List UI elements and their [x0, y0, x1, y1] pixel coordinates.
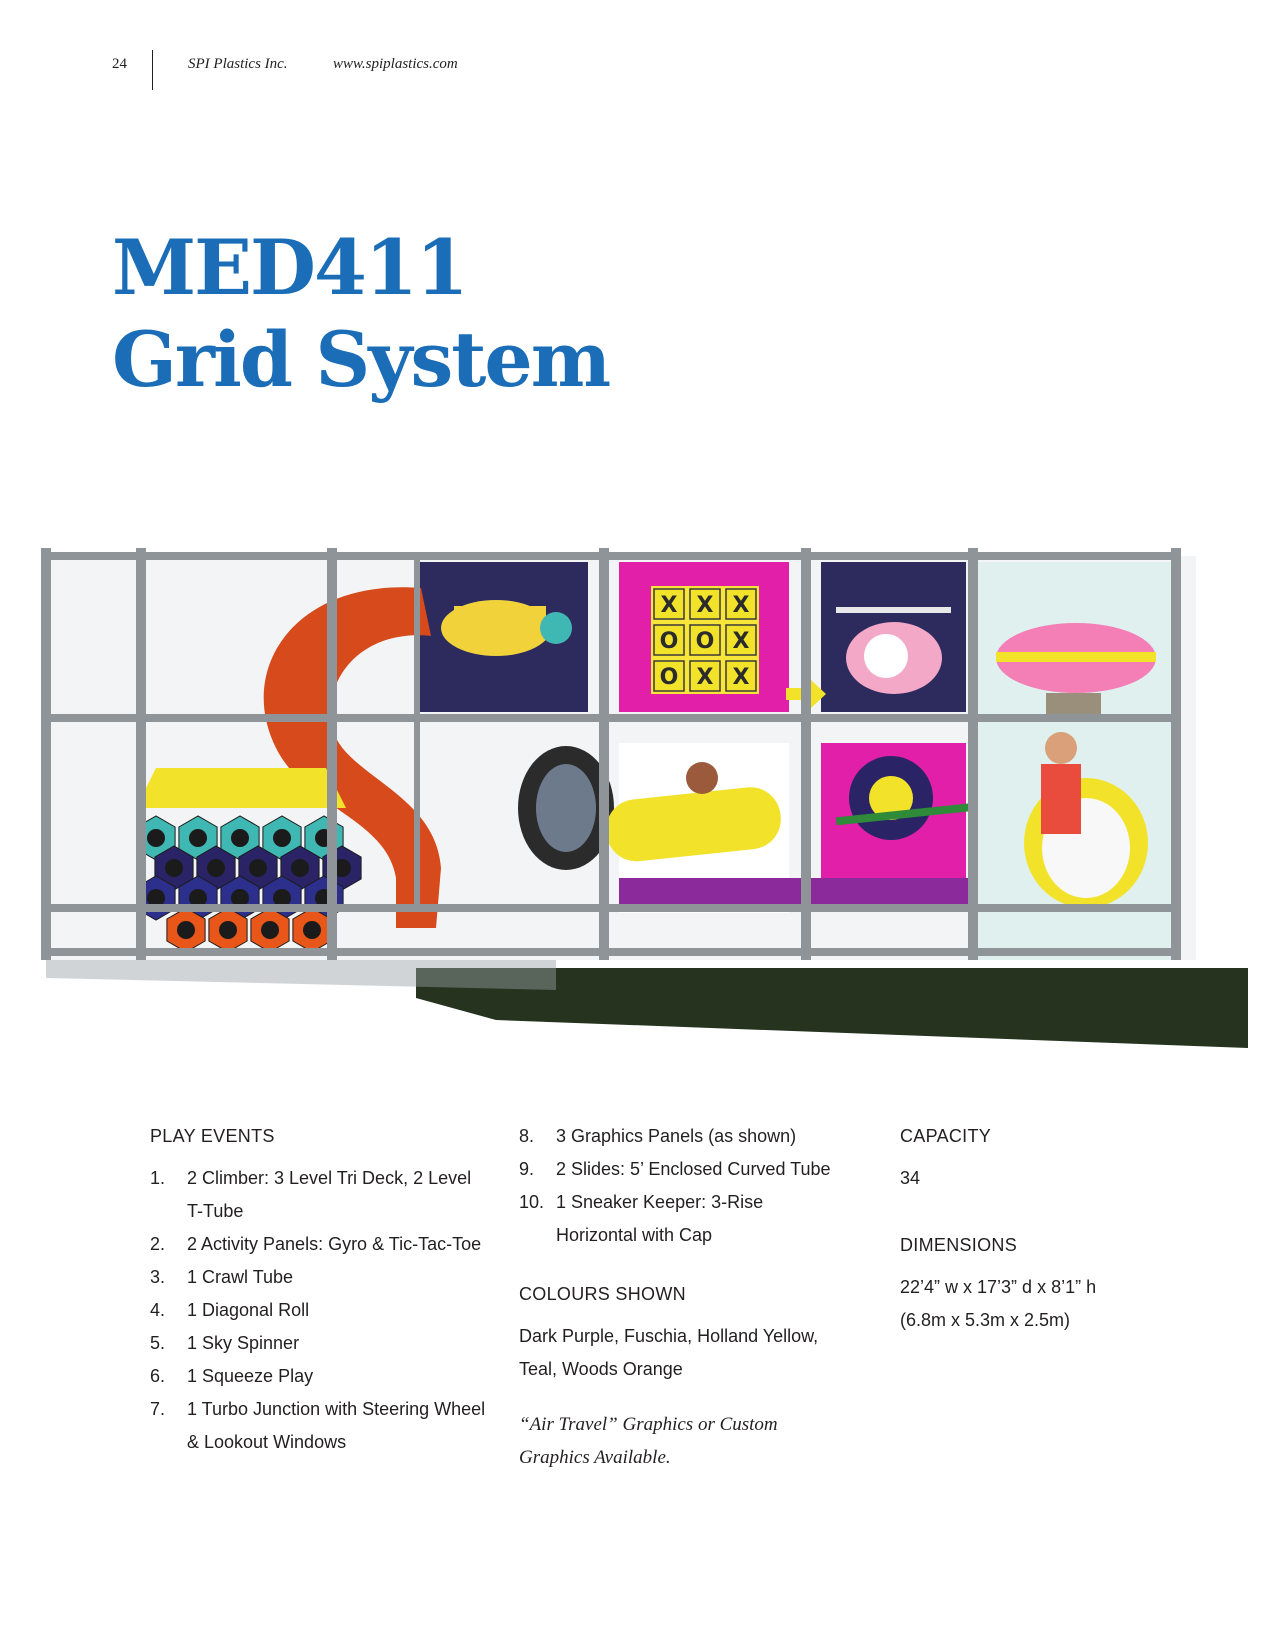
events-colours-column	[519, 1120, 849, 1474]
frame-rail	[41, 714, 1181, 722]
helicopter-window-icon	[864, 634, 908, 678]
frame-post	[327, 548, 337, 960]
play-events-list	[150, 1162, 490, 1459]
floor-shadow	[46, 958, 556, 990]
website-link[interactable]: www.spiplastics.com	[333, 56, 458, 72]
lower-deck-floor	[619, 878, 974, 908]
list-item: 4. 1 Diagonal Roll	[150, 1300, 310, 1320]
tic-tac-toe-grid	[651, 586, 759, 694]
dimensions-metric: (6.8m x 5.3m x 2.5m)	[900, 1310, 1071, 1330]
honeycomb-hole	[189, 829, 207, 847]
frame-post	[41, 548, 51, 960]
child-dress	[1041, 764, 1081, 834]
list-item: 10. 1 Sneaker Keeper: 3-Rise Horizontal with Cap	[519, 1192, 764, 1245]
honeycomb-hole	[249, 859, 267, 877]
dimensions-heading: DIMENSIONS	[900, 1235, 1018, 1255]
blimp-gondola-icon	[1046, 693, 1101, 715]
blimp-stripe-icon	[996, 652, 1156, 662]
ttt-mark: X	[732, 629, 750, 654]
ttt-mark: O	[695, 629, 715, 654]
dimensions-imperial: 22’4” w x 17’3” d x 8’1” h	[900, 1277, 1097, 1297]
frame-post	[414, 558, 420, 908]
page-header	[0, 50, 1275, 90]
honeycomb-hole	[303, 921, 321, 939]
graphics-note: “Air Travel” Graphics or Custom Graphics Available.	[519, 1414, 778, 1468]
ttt-mark: X	[696, 665, 714, 690]
list-item: 3. 1 Crawl Tube	[150, 1267, 294, 1287]
frame-post	[136, 548, 146, 960]
child-figure	[686, 762, 718, 794]
sneaker-keeper-cap	[136, 768, 346, 808]
frame-post	[1171, 548, 1181, 960]
list-item: 9. 2 Slides: 5’ Enclosed Curved Tube	[519, 1159, 831, 1179]
ttt-mark: O	[659, 665, 679, 690]
frame-post	[599, 548, 609, 960]
title-system: Grid System	[112, 315, 610, 404]
honeycomb-hole	[219, 921, 237, 939]
honeycomb-hole	[207, 859, 225, 877]
list-item: 8. 3 Graphics Panels (as shown)	[519, 1126, 797, 1146]
page-number: 24	[112, 56, 127, 72]
ttt-mark: O	[659, 629, 679, 654]
colours-shown-text: Dark Purple, Fuschia, Holland Yellow, Teal, Woods Orange	[519, 1326, 819, 1379]
capacity-value: 34	[900, 1168, 921, 1188]
frame-rail	[41, 948, 1181, 956]
ttt-mark: X	[696, 593, 714, 618]
honeycomb-hole	[261, 921, 279, 939]
airplane-propeller-icon	[540, 612, 572, 644]
frame-rail	[41, 552, 1181, 560]
play-events-list-continued	[519, 1120, 849, 1252]
list-item: 7. 1 Turbo Junction with Steering Wheel & Lookout Windows	[150, 1399, 486, 1452]
list-item: 1. 2 Climber: 3 Level Tri Deck, 2 Level T-Tube	[150, 1168, 472, 1221]
ttt-mark: X	[732, 593, 750, 618]
airplane-wing-icon	[454, 606, 546, 618]
honeycomb-hole	[291, 859, 309, 877]
honeycomb-hole	[165, 859, 183, 877]
honeycomb-hole	[231, 829, 249, 847]
crawl-tube-opening	[536, 764, 596, 852]
title-model: MED411	[112, 223, 467, 312]
play-events-column	[150, 1120, 490, 1459]
playground-illustration	[36, 548, 1248, 1048]
play-events-heading: PLAY EVENTS	[150, 1126, 275, 1146]
child-figure-girl	[1045, 732, 1077, 764]
page-title	[112, 222, 609, 406]
colours-shown-heading: COLOURS SHOWN	[519, 1284, 686, 1304]
list-item: 6. 1 Squeeze Play	[150, 1366, 314, 1386]
header-divider	[152, 50, 153, 90]
list-item: 5. 1 Sky Spinner	[150, 1333, 300, 1353]
specs-column	[900, 1120, 1200, 1337]
list-item: 2. 2 Activity Panels: Gyro & Tic-Tac-Toe	[150, 1234, 482, 1254]
frame-rail	[41, 904, 1181, 912]
frame-post	[968, 548, 978, 960]
company-name: SPI Plastics Inc.	[188, 56, 288, 72]
ttt-mark: X	[732, 665, 750, 690]
capacity-heading: CAPACITY	[900, 1126, 992, 1146]
honeycomb-hole	[177, 921, 195, 939]
honeycomb-hole	[147, 829, 165, 847]
frame-post	[801, 548, 811, 960]
ttt-mark: X	[660, 593, 678, 618]
honeycomb-hole	[273, 829, 291, 847]
